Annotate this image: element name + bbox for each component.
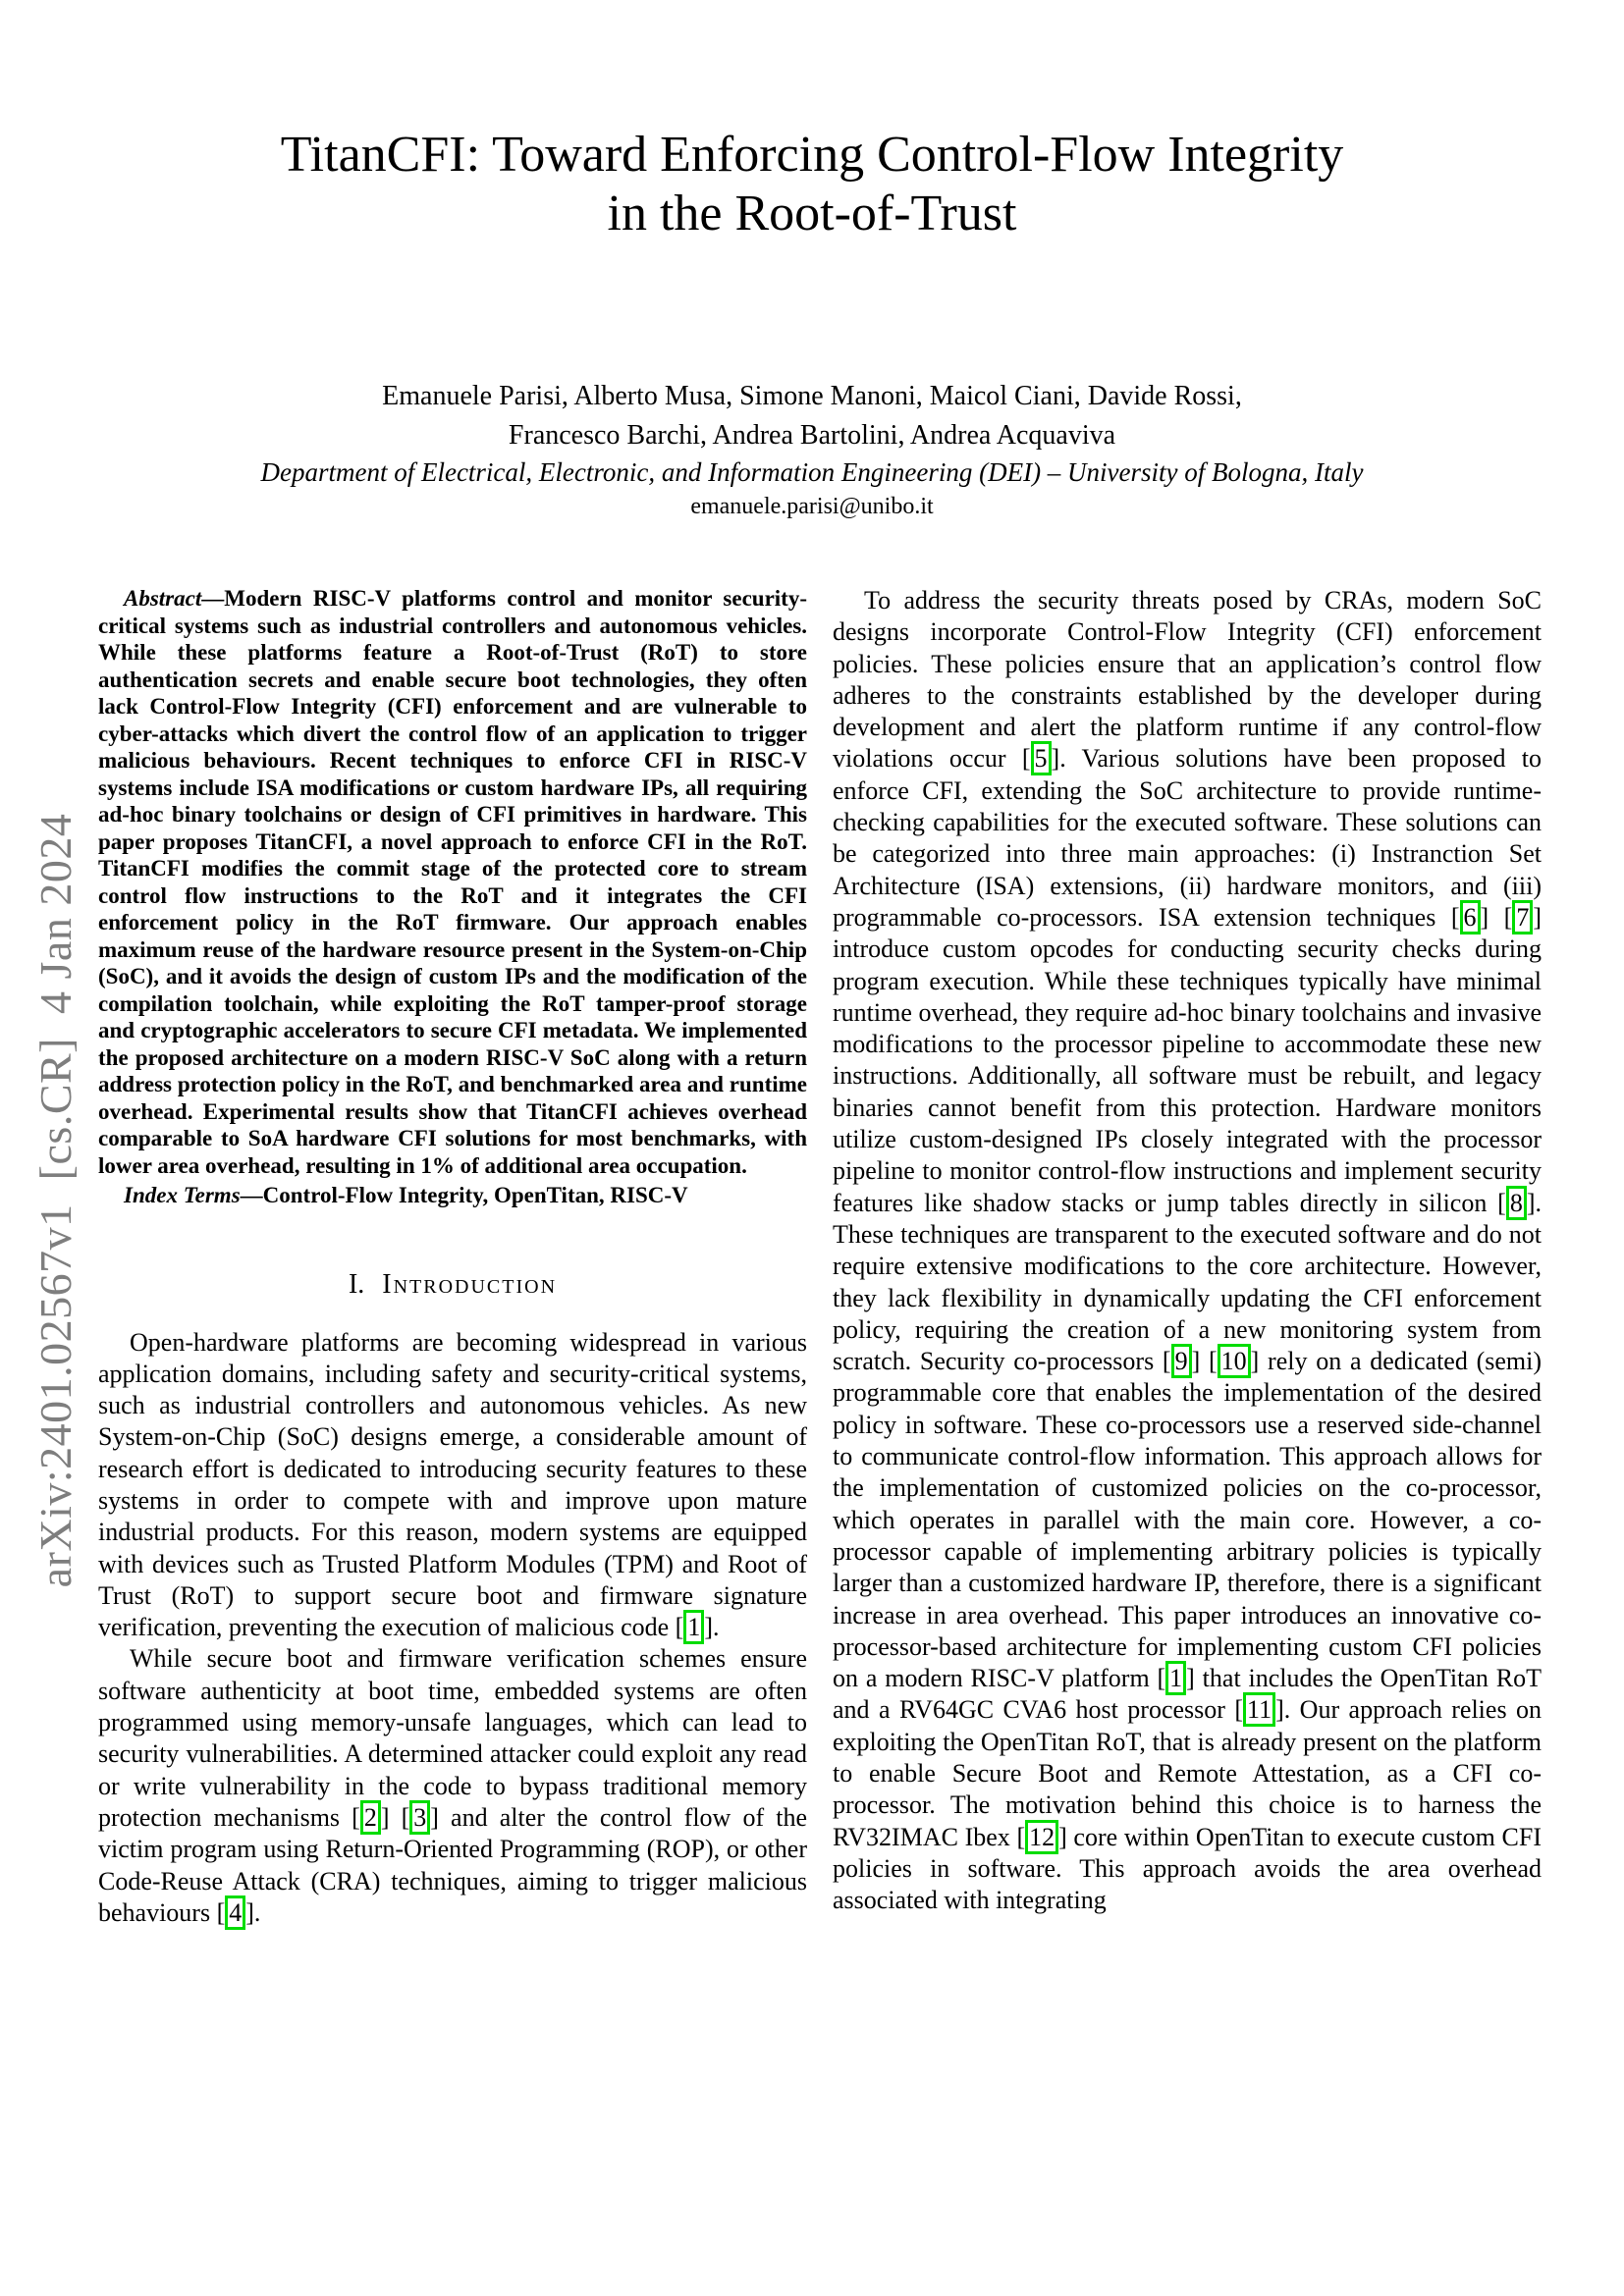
citation-link[interactable]: 6: [1460, 900, 1481, 934]
intro-paragraph-3: To address the security threats posed by CRAs, modern SoC designs incorporate Control-Flow Integrity (CFI) enforcement policies. These policies ensure that an application’s control flow adheres to the constraints established by the developer during development and alert the platform runtime if any control-flow violations occur [ 5 ]. Various solutions have been proposed to enforce CFI, extending the SoC architecture to provide runtime-checking capabilities for the executed software. These solutions can be categorized into three main approaches: (i) Instranction Set Architecture (ISA) extensions, (ii) hardware monitors, and (iii) programmable co-processors. ISA extension techniques [ 6 ] [ 7 ] introduce custom opcodes for conducting security checks during program execution. While these techniques typically have minimal runtime overhead, they require ad-hoc binary toolchains and invasive modifications to the processor pipeline to accommodate these new instructions. Additionally, all software must be rebuilt, and legacy binaries cannot benefit from this protection. Hardware monitors utilize custom-designed IPs closely integrated with the processor pipeline to monitor control-flow instructions and implement security features like shadow stacks or jump tables directly in silicon [ 8 ]. These techniques are transparent to the executed software and do not require extensive modifications to the core architecture. However, they lack flexibility in dynamically updating the CFI enforcement policy, requiring the creation of a new monitoring system from scratch. Security co-processors [ 9 ] [ 10 ] rely on a dedicated (semi) programmable core that enables the implementation of the desired policy in software. These co-processors use a reserved side-channel to communicate control-flow information. This approach allows for the implementation of customized policies on the co-processor, which operates in parallel with the main core. However, a co-processor capable of implementing arbitrary policies is typically larger than a customized hardware IP, therefore, there is a significant increase in area overhead. This paper introduces an innovative co-processor-based architecture for implementing custom CFI policies on a modern RISC-V platform [ 1 ] that includes the OpenTitan RoT and a RV64GC CVA6 host processor [ 11 ]. Our approach relies on exploiting the OpenTitan RoT, that is already present on the platform to enable Secure Boot and Remote Attestation, as a CFI co-processor. The motivation behind this choice is to harness the RV32IMAC Ibex [ 12 ] core within OpenTitan to execute custom CFI policies in software. This approach avoids the area overhead associated with integrating: [833, 586, 1542, 1915]
citation-link[interactable]: 9: [1171, 1344, 1192, 1378]
arxiv-watermark: [29, 730, 81, 1671]
author-affiliation: Department of Electrical, Electronic, and Information Engineering (DEI) – University of Bologna, Italy: [260, 457, 1364, 487]
left-column: [98, 585, 807, 1929]
citation-link[interactable]: 5: [1031, 741, 1052, 775]
abstract-text: —Modern RISC-V platforms control and monitor security-critical systems such as industrial controllers and autonomous vehicles. While these platforms feature a Root-of-Trust (RoT) to store authentication secrets and enable secure boot technologies, they often lack Control-Flow Integrity (CFI) enforcement and are vulnerable to cyber-attacks which divert the control flow of an application to trigger malicious behaviours. Recent techniques to enforce CFI in RISC-V systems include ISA modifications or custom hardware IPs, all requiring ad-hoc binary toolchains or design of CFI primitives in hardware. This paper proposes TitanCFI, a novel approach to enforce CFI in the RoT. TitanCFI modifies the commit stage of the protected core to stream control flow instructions to the RoT and it integrates the CFI enforcement policy in the RoT firmware. Our approach enables maximum reuse of the hardware resource present in the System-on-Chip (SoC), and it avoids the design of custom IPs and the modification of the compilation toolchain, while exploiting the RoT tamper-proof storage and cryptographic accelerators to secure CFI metadata. We implemented the proposed architecture on a modern RISC-V SoC along with a return address protection policy in the RoT, and benchmarked area and runtime overhead. Experimental results show that TitanCFI achieves overhead comparable to SoA hardware CFI solutions for most benchmarks, with lower area overhead, resulting in 1% of additional area occupation.: [98, 586, 807, 1178]
index-terms-label: Index Terms: [124, 1183, 241, 1207]
citation-link[interactable]: 11: [1243, 1692, 1275, 1727]
abstract-paragraph: [98, 585, 807, 1179]
citation-link[interactable]: 7: [1512, 900, 1533, 934]
citation-link[interactable]: 1: [1165, 1661, 1186, 1695]
author-list: [0, 377, 1624, 455]
arxiv-watermark-label: arXiv:2401.02567v1 [cs.CR] 4 Jan 2024: [30, 813, 81, 1588]
author-names-line-1: Emanuele Parisi, Alberto Musa, Simone Manoni, Maicol Ciani, Davide Rossi,: [382, 381, 1242, 411]
intro-paragraph-2: While secure boot and firmware verification schemes ensure software authenticity at boot time, embedded systems are often programmed using memory-unsafe languages, which can lead to security vulnerabilities. A determined attacker could exploit any read or write vulnerability in the code to bypass traditional memory protection mechanisms [ 2 ] [ 3 ] and alter the control flow of the victim program using Return-Oriented Programming (ROP), or other Code-Reuse Attack (CRA) techniques, aiming to trigger malicious behaviours [ 4 ].: [98, 1643, 807, 1929]
citation-link[interactable]: 8: [1506, 1186, 1527, 1220]
abstract-label: Abstract: [124, 586, 202, 611]
author-names-line-2: Francesco Barchi, Andrea Bartolini, Andrea Acquaviva: [508, 420, 1116, 451]
right-column: [833, 585, 1542, 1916]
author-email: emanuele.parisi@unibo.it: [690, 494, 934, 519]
citation-link[interactable]: 4: [225, 1896, 245, 1930]
citation-link[interactable]: 2: [360, 1800, 381, 1835]
section-heading-introduction: [98, 1268, 807, 1301]
index-terms-text: —Control-Flow Integrity, OpenTitan, RISC-V: [240, 1183, 688, 1207]
citation-link[interactable]: 1: [683, 1610, 704, 1644]
citation-link[interactable]: 10: [1218, 1344, 1251, 1378]
paper-title-line-1: TitanCFI: Toward Enforcing Control-Flow Integrity: [280, 127, 1344, 183]
index-terms-paragraph: [98, 1182, 807, 1209]
citation-link[interactable]: 12: [1025, 1820, 1058, 1854]
citation-link[interactable]: 3: [409, 1800, 430, 1835]
section-number: I.: [348, 1268, 365, 1300]
paper-title-line-2: in the Root-of-Trust: [607, 186, 1017, 241]
section-title: Introduction: [382, 1268, 558, 1300]
paper-title: [0, 126, 1624, 243]
intro-paragraph-1: Open-hardware platforms are becoming widespread in various application domains, including safety and security-critical systems, such as industrial controllers and autonomous vehicles. As new System-on-Chip (SoC) designs emerge, a considerable amount of research effort is dedicated to introducing security features to these systems in order to compete with and improve upon mature industrial products. For this reason, modern systems are equipped with devices such as Trusted Platform Modules (TPM) and Root of Trust (RoT) to support secure boot and firmware signature verification, preventing the execution of malicious code [ 1 ].: [98, 1327, 807, 1644]
